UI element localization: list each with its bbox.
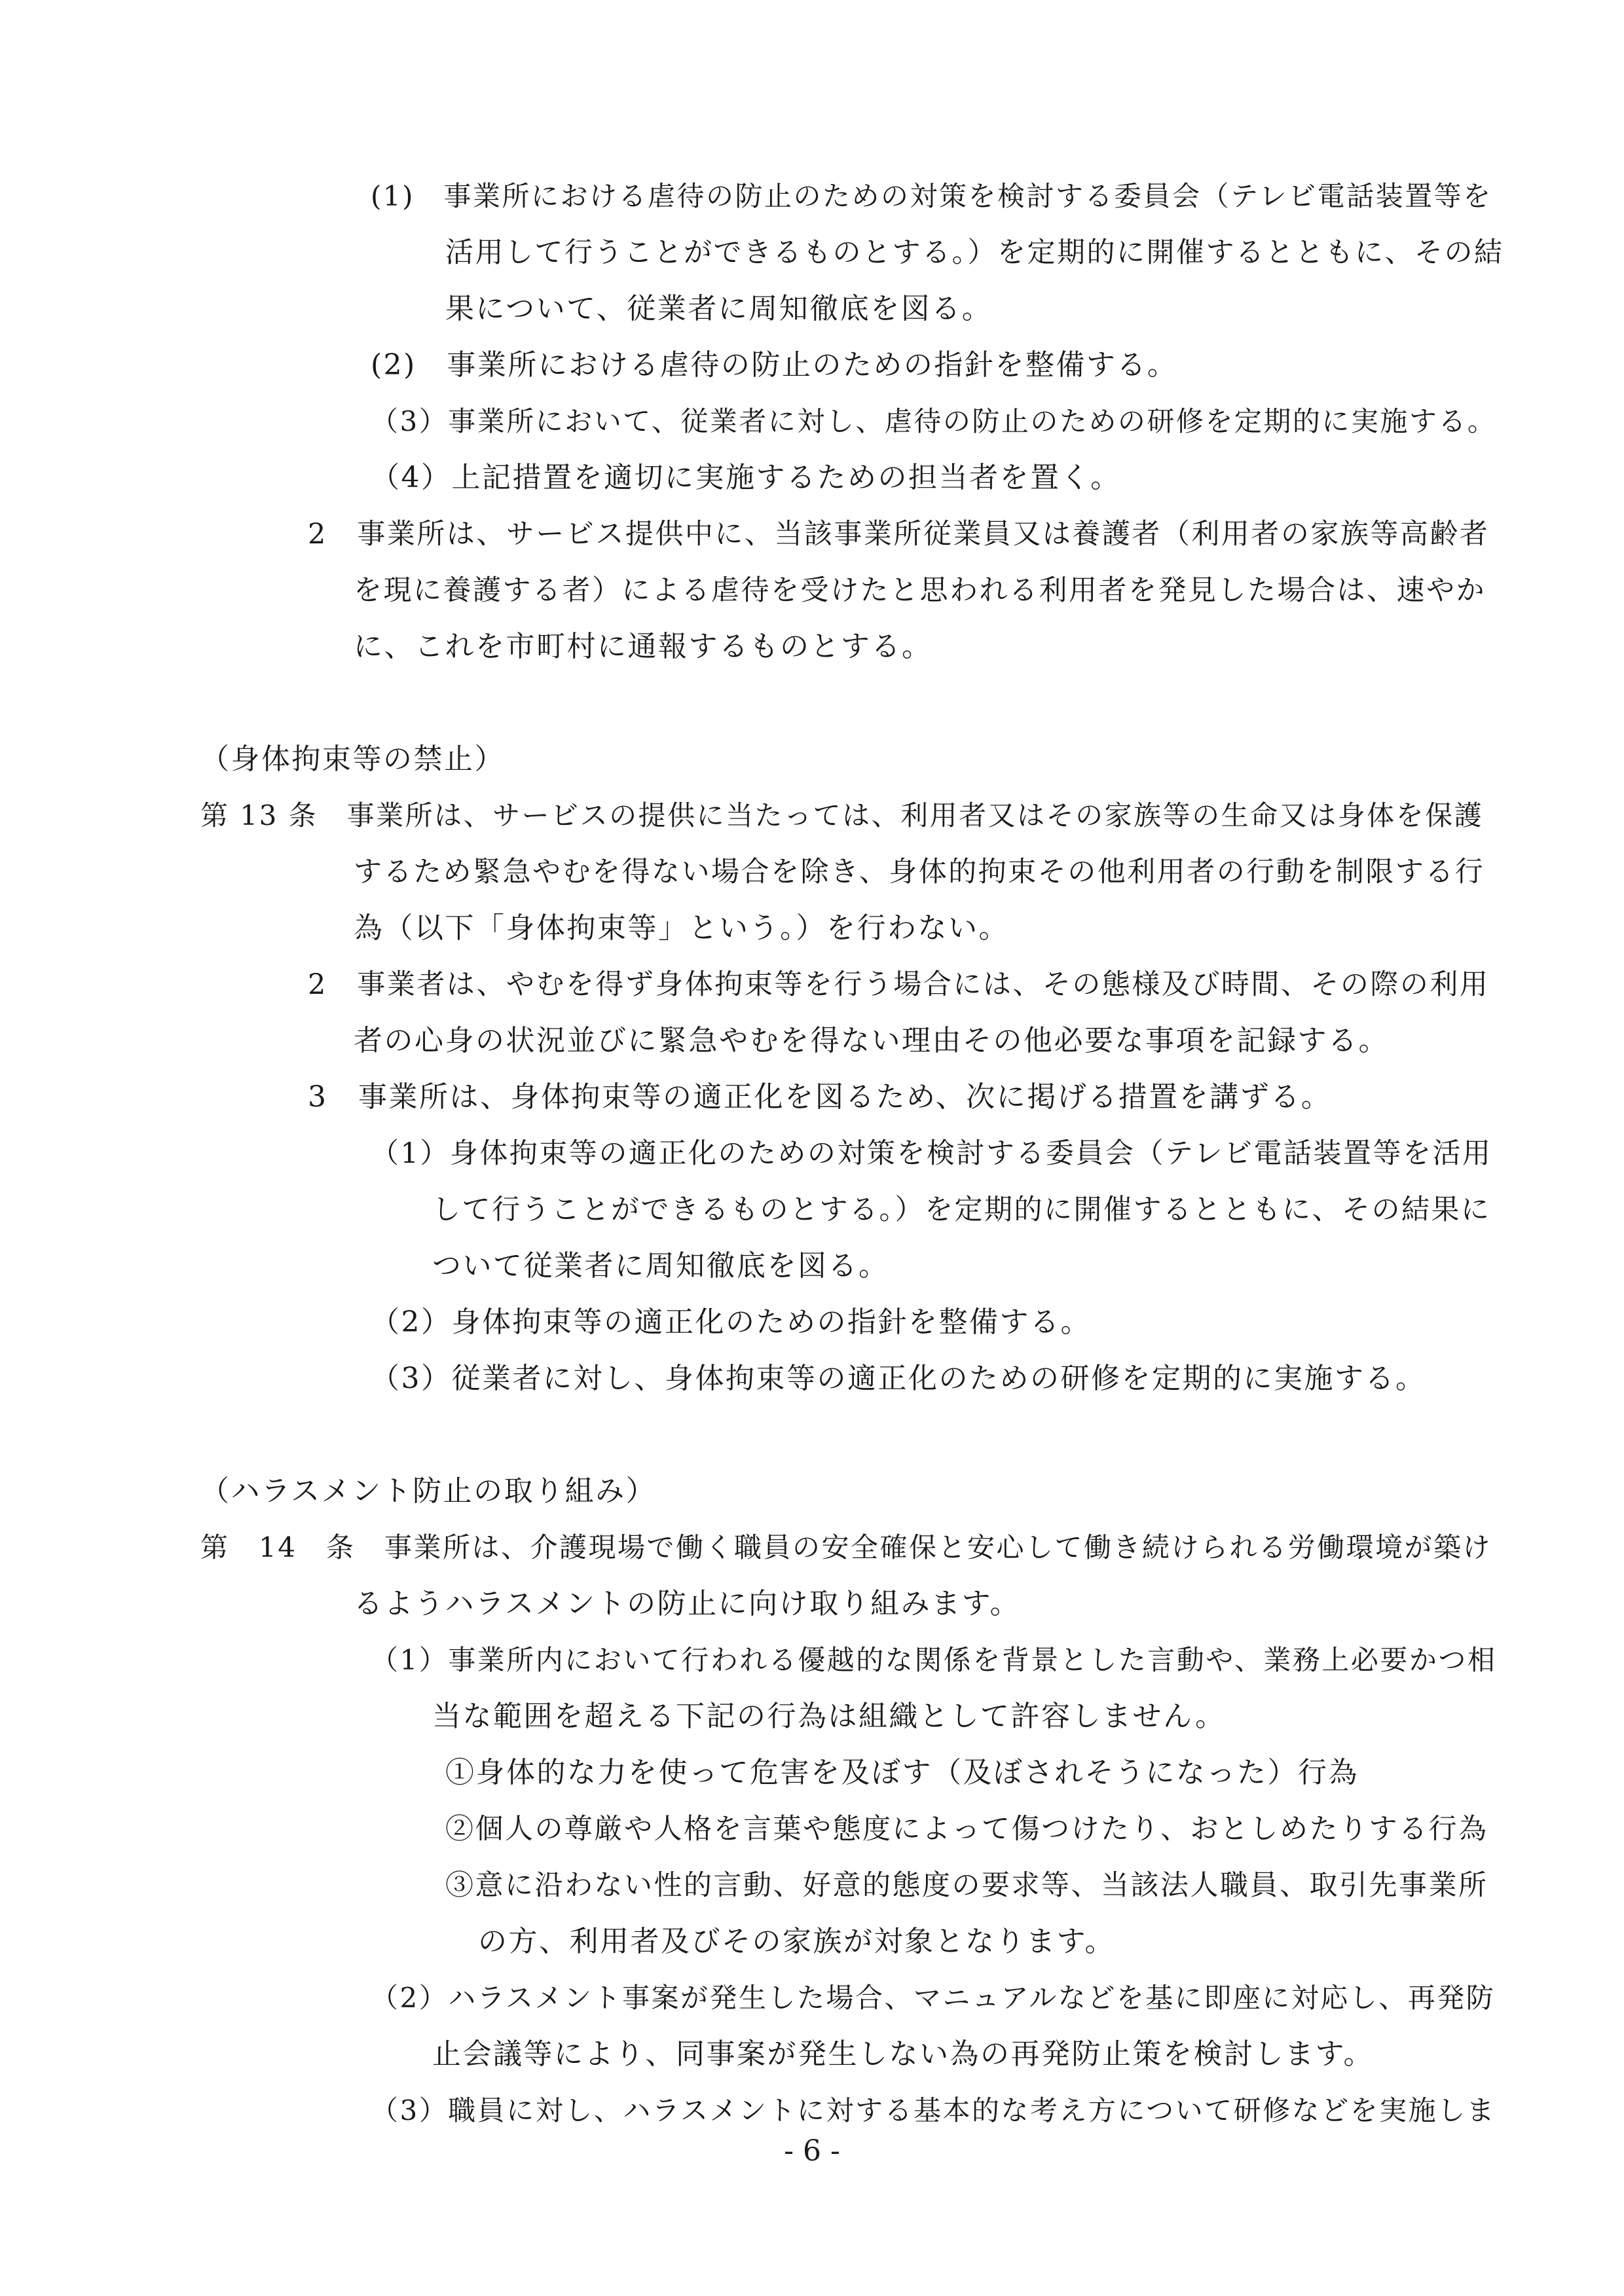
section-heading: （身体拘束等の禁止） — [200, 742, 505, 776]
text-line: ②個人の尊厳や人格を言葉や態度によって傷つけたり、おとしめたりする行為 — [445, 1813, 1488, 1846]
text-line: するため緊急やむを得ない場合を除き、身体的拘束その他利用者の行動を制限する行 — [354, 856, 1485, 888]
text-line: 止会議等により、同事案が発生しない為の再発防止策を検討します。 — [432, 2037, 1374, 2071]
text-line: るようハラスメントの防止に向け取り組みます。 — [354, 1587, 1021, 1620]
text-line: （3）従業者に対し、身体拘束等の適正化のための研修を定期的に実施する。 — [371, 1362, 1426, 1395]
page-number: - 6 - — [784, 2134, 840, 2168]
text-line: （1）事業所内において行われる優越的な関係を背景とした言動や、業務上必要かつ相 — [371, 1644, 1497, 1676]
text-line: 2 事業者は、やむを得ず身体拘束等を行う場合には、その態様及び時間、その際の利用 — [308, 968, 1490, 1001]
text-line: （3）職員に対し、ハラスメントに対する基本的な考え方について研修などを実施しま — [371, 2094, 1496, 2126]
article-14: 第 14 条 事業所は、介護現場で働く職員の安全確保と安心して働き続けられる労働環境が築け — [200, 1531, 1492, 1563]
text-line: を現に養護する者）による虐待を受けたと思われる利用者を発見した場合は、速やか — [354, 574, 1486, 607]
text-line: （3）事業所において、従業者に対し、虐待の防止のための研修を定期的に実施する。 — [371, 405, 1497, 437]
text-line: 者の心身の状況並びに緊急やむを得ない理由その他必要な事項を記録する。 — [354, 1024, 1389, 1057]
text-line: （1）身体拘束等の適正化のための対策を検討する委員会（テレビ電話装置等を活用 — [371, 1137, 1492, 1170]
text-line: 活用して行うことができるものとする。）を定期的に開催するとともに、その結 — [445, 236, 1504, 269]
text-line: して行うことができるものとする。）を定期的に開催するとともに、その結果に — [432, 1194, 1491, 1226]
text-line: 為（以下「身体拘束等」という。）を行わない。 — [354, 911, 1009, 945]
text-line: ついて従業者に周知徹底を図る。 — [432, 1249, 889, 1283]
text-line: 果について、従業者に周知徹底を図る。 — [445, 292, 993, 325]
text-line: 2 事業所は、サービス提供中に、当該事業所従業員又は養護者（利用者の家族等高齢者 — [308, 518, 1490, 551]
text-line: に、これを市町村に通報するものとする。 — [354, 630, 932, 663]
text-line: 3 事業所は、身体拘束等の適正化を図るため、次に掲げる措置を講ずる。 — [308, 1080, 1332, 1114]
text-line: （4）上記措置を適切に実施するための担当者を置く。 — [371, 461, 1121, 494]
text-line: ①身体的な力を使って危害を及ぼす（及ぼされそうになった）行為 — [445, 1756, 1359, 1789]
text-line: ③意に沿わない性的言動、好意的態度の要求等、当該法人職員、取引先事業所 — [445, 1869, 1488, 1902]
section-heading: （ハラスメント防止の取り組み） — [200, 1474, 657, 1508]
article-13: 第 13 条 事業所は、サービスの提供に当たっては、利用者又はその家族等の生命又は身体を保護 — [200, 799, 1484, 831]
text-line: 当な範囲を超える下記の行為は組織として許容しません。 — [432, 1700, 1226, 1733]
text-line: （2）身体拘束等の適正化のための指針を整備する。 — [371, 1305, 1091, 1339]
text-line: (2) 事業所における虐待の防止のための指針を整備する。 — [371, 348, 1178, 382]
text-line: の方、利用者及びその家族が対象となります。 — [478, 1925, 1115, 1958]
text-line: (1) 事業所における虐待の防止のための対策を検討する委員会（テレビ電話装置等を — [371, 180, 1492, 212]
text-line: （2）ハラスメント事案が発生した場合、マニュアルなどを基に即座に対応し、再発防 — [371, 1982, 1496, 2014]
